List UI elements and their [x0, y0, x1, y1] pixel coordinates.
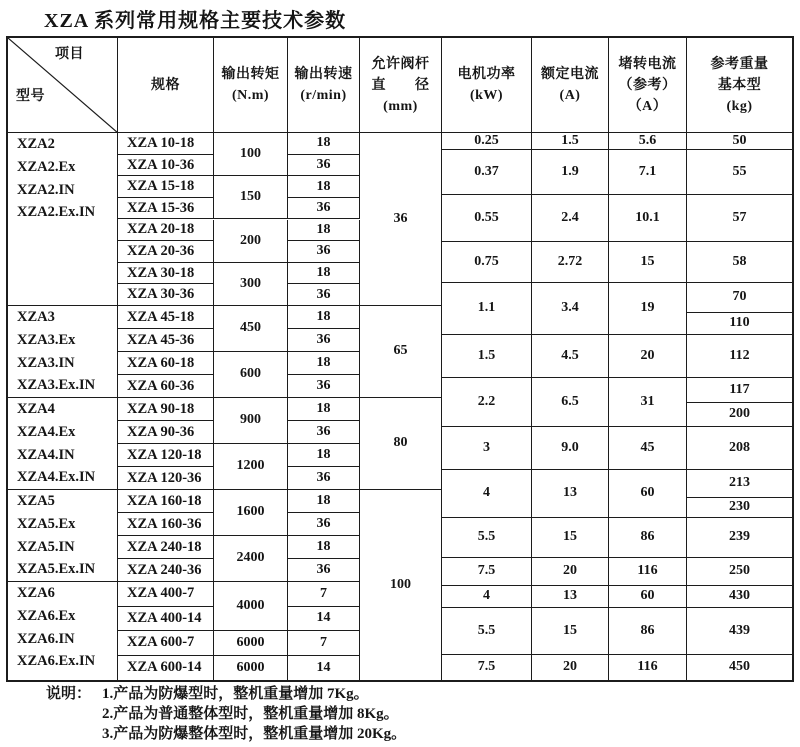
note-item: 1.产品为防爆型时，整机重量增加 7Kg。 — [102, 686, 369, 702]
torque-cell: 300 — [214, 263, 288, 306]
notes — [46, 684, 406, 744]
model-label: XZA6 — [17, 585, 55, 601]
ref-weight-cell: 213 — [687, 470, 792, 498]
header-rated-current: 额定电流 (A) — [532, 38, 609, 133]
motor-power-cell: 2.2 — [442, 378, 532, 427]
ref-weight-cell: 230 — [687, 498, 792, 518]
header-spec: 规格 — [118, 38, 214, 133]
motor-power-cell: 5.5 — [442, 608, 532, 655]
speed-cell: 18 — [288, 352, 360, 375]
motor-power-cell: 1.1 — [442, 283, 532, 335]
stem-diameter-cell: 65 — [360, 306, 442, 398]
spec-cell: XZA 60-18 — [118, 352, 214, 375]
spec-cell: XZA 90-18 — [118, 398, 214, 421]
rated-current-cell: 2.72 — [532, 242, 609, 283]
model-label: XZA5 — [17, 493, 55, 509]
spec-cell: XZA 30-18 — [118, 263, 214, 285]
header-stem-diameter: 允许阀杆 直 径 (mm) — [360, 38, 442, 133]
speed-cell: 36 — [288, 467, 360, 490]
motor-power-cell: 0.37 — [442, 150, 532, 195]
torque-cell: 450 — [214, 306, 288, 352]
stem-diameter-cell: 100 — [360, 490, 442, 680]
motor-power-cell: 4 — [442, 470, 532, 518]
ref-weight-cell: 250 — [687, 558, 792, 586]
speed-cell: 36 — [288, 329, 360, 352]
header-motor-power: 电机功率 (kW) — [442, 38, 532, 133]
stall-current-cell: 10.1 — [609, 195, 687, 242]
motor-power-cell: 7.5 — [442, 655, 532, 680]
speed-cell: 7 — [288, 582, 360, 607]
stall-current-cell: 15 — [609, 242, 687, 283]
speed-cell: 18 — [288, 490, 360, 513]
rated-current-cell: 1.5 — [532, 133, 609, 150]
spec-cell: XZA 90-36 — [118, 421, 214, 444]
ref-weight-cell: 58 — [687, 242, 792, 283]
torque-cell: 6000 — [214, 656, 288, 681]
model-label: XZA2.Ex — [17, 158, 76, 175]
speed-cell: 18 — [288, 398, 360, 421]
model-label: XZA2.IN — [17, 181, 75, 198]
ref-weight-cell: 112 — [687, 335, 792, 378]
model-label: XZA2 — [17, 136, 55, 152]
speed-cell: 18 — [288, 220, 360, 242]
speed-cell: 36 — [288, 421, 360, 444]
page-title: XZA 系列常用规格主要技术参数 — [44, 10, 347, 32]
rated-current-cell: 15 — [532, 608, 609, 655]
speed-cell: 18 — [288, 133, 360, 155]
ref-weight-cell: 439 — [687, 608, 792, 655]
header-corner-cell — [8, 38, 118, 133]
model-label: XZA4.Ex — [17, 423, 76, 440]
speed-cell: 36 — [288, 198, 360, 220]
spec-cell: XZA 20-36 — [118, 241, 214, 263]
model-label: XZA3.Ex.IN — [17, 377, 96, 394]
speed-cell: 18 — [288, 263, 360, 285]
ref-weight-cell: 57 — [687, 195, 792, 242]
speed-cell: 36 — [288, 375, 360, 398]
torque-cell: 600 — [214, 352, 288, 398]
model-label: XZA5.Ex.IN — [17, 561, 96, 578]
ref-weight-cell: 200 — [687, 403, 792, 427]
motor-power-cell: 0.55 — [442, 195, 532, 242]
spec-cell: XZA 45-36 — [118, 329, 214, 352]
specs-table — [6, 36, 794, 682]
header-corner-project: 项目 — [55, 47, 84, 62]
rated-current-cell: 20 — [532, 655, 609, 680]
stall-current-cell: 60 — [609, 470, 687, 518]
rated-current-cell: 9.0 — [532, 427, 609, 470]
speed-cell: 14 — [288, 656, 360, 681]
motor-power-cell: 0.75 — [442, 242, 532, 283]
model-group-cell — [8, 306, 118, 398]
torque-cell: 100 — [214, 133, 288, 176]
spec-cell: XZA 10-36 — [118, 155, 214, 177]
rated-current-cell: 13 — [532, 470, 609, 518]
ref-weight-cell: 239 — [687, 518, 792, 558]
rated-current-cell: 4.5 — [532, 335, 609, 378]
model-label: XZA2.Ex.IN — [17, 204, 96, 221]
header-speed: 输出转速 (r/min) — [288, 38, 360, 133]
spec-cell: XZA 240-18 — [118, 536, 214, 559]
speed-cell: 7 — [288, 631, 360, 656]
stall-current-cell: 31 — [609, 378, 687, 427]
ref-weight-cell: 70 — [687, 283, 792, 313]
stall-current-cell: 60 — [609, 586, 687, 608]
notes-label: 说明： — [46, 686, 92, 702]
torque-cell: 6000 — [214, 631, 288, 656]
model-label: XZA3 — [17, 309, 55, 325]
rated-current-cell: 2.4 — [532, 195, 609, 242]
note-item: 2.产品为普通整体型时，整机重量增加 8Kg。 — [102, 706, 399, 722]
motor-power-cell: 0.25 — [442, 133, 532, 150]
torque-cell: 1200 — [214, 444, 288, 490]
ref-weight-cell: 117 — [687, 378, 792, 403]
spec-cell: XZA 600-7 — [118, 631, 214, 656]
stall-current-cell: 116 — [609, 558, 687, 586]
speed-cell: 36 — [288, 559, 360, 582]
spec-cell: XZA 160-18 — [118, 490, 214, 513]
speed-cell: 36 — [288, 241, 360, 263]
spec-cell: XZA 400-7 — [118, 582, 214, 607]
header-corner-model: 型号 — [16, 89, 45, 104]
model-label: XZA4 — [17, 401, 55, 417]
spec-cell: XZA 20-18 — [118, 220, 214, 242]
spec-cell: XZA 60-36 — [118, 375, 214, 398]
motor-power-cell: 7.5 — [442, 558, 532, 586]
motor-power-cell: 1.5 — [442, 335, 532, 378]
ref-weight-cell: 208 — [687, 427, 792, 470]
stall-current-cell: 45 — [609, 427, 687, 470]
model-group-cell — [8, 133, 118, 306]
torque-cell: 900 — [214, 398, 288, 444]
spec-cell: XZA 120-36 — [118, 467, 214, 490]
model-label: XZA6.Ex.IN — [17, 653, 96, 670]
ref-weight-cell: 50 — [687, 133, 792, 150]
spec-cell: XZA 400-14 — [118, 607, 214, 632]
header-ref-weight: 参考重量 基本型 (kg) — [687, 38, 792, 133]
torque-cell: 2400 — [214, 536, 288, 582]
spec-cell: XZA 10-18 — [118, 133, 214, 155]
stall-current-cell: 7.1 — [609, 150, 687, 195]
motor-power-cell: 4 — [442, 586, 532, 608]
model-label: XZA5.Ex — [17, 515, 76, 532]
spec-cell: XZA 15-36 — [118, 198, 214, 220]
speed-cell: 18 — [288, 176, 360, 198]
model-group-cell — [8, 490, 118, 582]
model-label: XZA3.IN — [17, 354, 75, 371]
header-stall-current: 堵转电流 （参考） （A） — [609, 38, 687, 133]
model-label: XZA5.IN — [17, 538, 75, 555]
speed-cell: 18 — [288, 306, 360, 329]
rated-current-cell: 15 — [532, 518, 609, 558]
speed-cell: 18 — [288, 444, 360, 467]
stem-diameter-cell: 36 — [360, 133, 442, 306]
speed-cell: 36 — [288, 513, 360, 536]
model-label: XZA4.Ex.IN — [17, 469, 96, 486]
spec-cell: XZA 240-36 — [118, 559, 214, 582]
rated-current-cell: 6.5 — [532, 378, 609, 427]
stall-current-cell: 86 — [609, 518, 687, 558]
stall-current-cell: 86 — [609, 608, 687, 655]
model-label: XZA6.IN — [17, 630, 75, 647]
model-label: XZA3.Ex — [17, 331, 76, 348]
torque-cell: 4000 — [214, 582, 288, 631]
stem-diameter-cell: 80 — [360, 398, 442, 490]
motor-power-cell: 3 — [442, 427, 532, 470]
stall-current-cell: 5.6 — [609, 133, 687, 150]
ref-weight-cell: 110 — [687, 313, 792, 335]
model-label: XZA4.IN — [17, 446, 75, 463]
speed-cell: 36 — [288, 284, 360, 306]
stall-current-cell: 20 — [609, 335, 687, 378]
speed-cell: 18 — [288, 536, 360, 559]
spec-cell: XZA 45-18 — [118, 306, 214, 329]
rated-current-cell: 1.9 — [532, 150, 609, 195]
speed-cell: 14 — [288, 607, 360, 632]
stall-current-cell: 116 — [609, 655, 687, 680]
model-group-cell — [8, 582, 118, 680]
ref-weight-cell: 430 — [687, 586, 792, 608]
ref-weight-cell: 450 — [729, 659, 750, 675]
spec-cell: XZA 15-18 — [118, 176, 214, 198]
model-label: XZA6.Ex — [17, 607, 76, 624]
torque-cell: 1600 — [214, 490, 288, 536]
stall-current-cell: 19 — [609, 283, 687, 335]
spec-cell: XZA 600-14 — [118, 656, 214, 681]
ref-weight-cell: 55 — [687, 150, 792, 195]
header-torque: 输出转矩 (N.m) — [214, 38, 288, 133]
motor-power-cell: 5.5 — [442, 518, 532, 558]
rated-current-cell: 20 — [532, 558, 609, 586]
model-group-cell — [8, 398, 118, 490]
spec-cell: XZA 120-18 — [118, 444, 214, 467]
note-item: 3.产品为防爆整体型时，整机重量增加 20Kg。 — [102, 726, 407, 742]
torque-cell: 150 — [214, 176, 288, 219]
rated-current-cell: 3.4 — [532, 283, 609, 335]
rated-current-cell: 13 — [532, 586, 609, 608]
spec-cell: XZA 30-36 — [118, 284, 214, 306]
speed-cell: 36 — [288, 155, 360, 177]
spec-cell: XZA 160-36 — [118, 513, 214, 536]
torque-cell: 200 — [214, 220, 288, 263]
